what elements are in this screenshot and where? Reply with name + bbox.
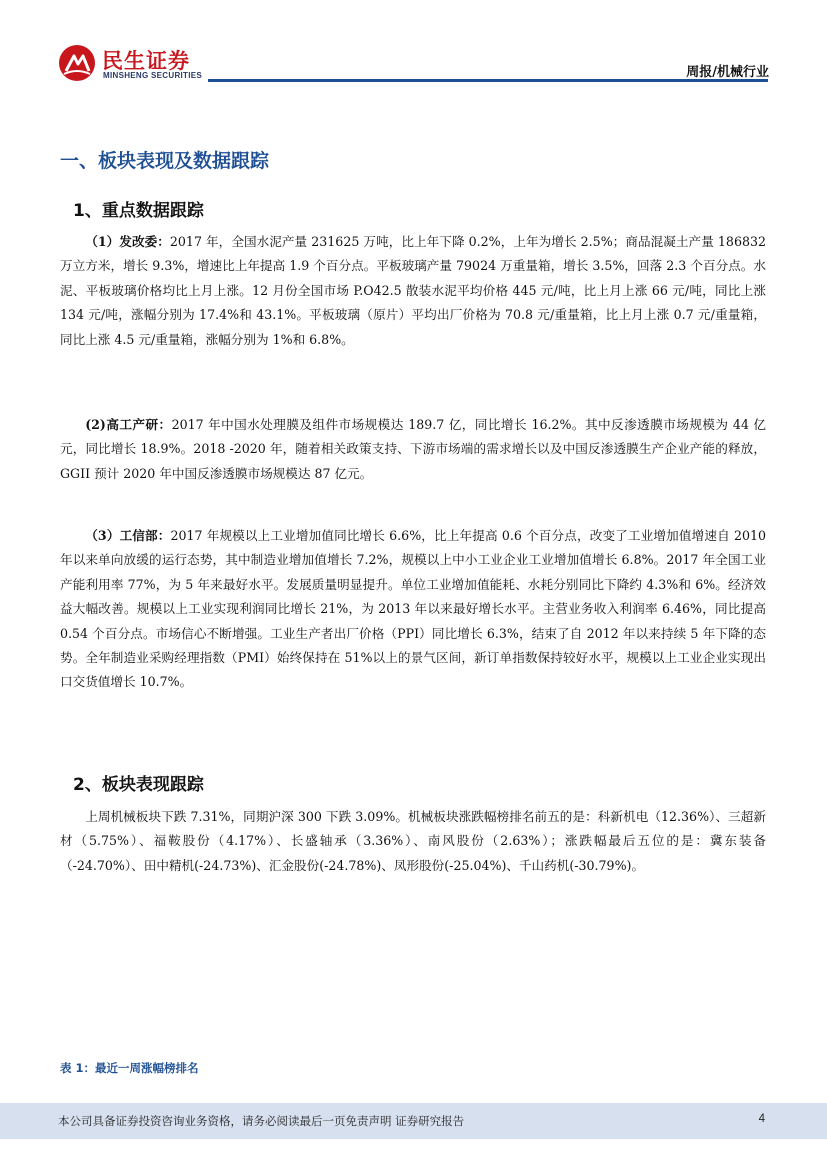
paragraph-ggii bbox=[60, 413, 766, 486]
page-number: 4 bbox=[758, 1113, 765, 1125]
footer-disclaimer: 本公司具备证券投资咨询业务资格，请务必阅读最后一页免责声明 证券研究报告 bbox=[58, 1114, 465, 1128]
logo-chinese-name: 民生证券 bbox=[102, 49, 190, 73]
minsheng-logo-icon bbox=[58, 44, 96, 82]
paragraph-miit bbox=[60, 524, 766, 695]
paragraph-body: 2017 年，全国水泥产量 231625 万吨，比上年下降 0.2%，上年为增长 2.5%；商品混凝土产量 186832 万立方米，增长 9.3%，增速比上年提高 1.9 个百分点。平板玻璃产量 79024 万重量箱，增长 3.5%，回落 2.3 个百分点。水泥、平板玻璃价格均比上月上涨。12 月份全国市场 P.O42.5 散装水泥平均价格 445 元/吨，比上月上涨 66 元/吨，同比上涨 134 元/吨，涨幅分别为 17.4%和 43.1%。平板玻璃（原片）平均出厂价格为 70.8 元/重量箱，比上月上涨 0.7 元/重量箱，同比上涨 4.5 元/重量箱，涨幅分别为 1%和 6.8%。 bbox=[60, 234, 766, 347]
paragraph-ndrc bbox=[60, 230, 766, 352]
section-title: 一、板块表现及数据跟踪 bbox=[60, 150, 270, 172]
logo-english-name: MINSHENG SECURITIES bbox=[103, 71, 203, 80]
paragraph-lead: (2)高工产研： bbox=[85, 417, 172, 432]
header-divider bbox=[208, 79, 768, 82]
table-caption: 表 1：最近一周涨幅榜排名 bbox=[60, 1061, 199, 1075]
paragraph-lead: （3）工信部： bbox=[85, 528, 171, 543]
paragraph-body: 2017 年规模以上工业增加值同比增长 6.6%，比上年提高 0.6 个百分点，改变了工业增加值增速自 2010 年以来单向放缓的运行态势，其中制造业增加值增长 7.2%，规模以上中小工业企业工业增加值增长 6.8%。2017 年全国工业产能利用率 77%，为 5 年来最好水平。发展质量明显提升。单位工业增加值能耗、水耗分别同比下降约 4.3%和 6%。经济效益大幅改善。规模以上工业实现利润同比增长 21%，为 2013 年以来最好增长水平。主营业务收入利润率 6.46%，同比提高 0.54 个百分点。市场信心不断增强。工业生产者出厂价格（PPI）同比增长 6.3%，结束了自 2012 年以来持续 5 年下降的态势。全年制造业采购经理指数（PMI）始终保持在 51%以上的景气区间，新订单指数保持较好水平，规模以上工业企业实现出口交货值增长 10.7%。 bbox=[60, 528, 767, 690]
company-logo bbox=[58, 44, 208, 84]
page-footer bbox=[0, 1103, 827, 1139]
page-header bbox=[0, 0, 827, 86]
subsection-title-data-tracking: 1、重点数据跟踪 bbox=[73, 201, 204, 221]
paragraph-lead: （1）发改委： bbox=[85, 234, 170, 249]
subsection-title-sector-performance: 2、板块表现跟踪 bbox=[73, 775, 204, 795]
report-type-label: 周报/机械行业 bbox=[686, 65, 769, 80]
paragraph-sector-performance: 上周机械板块下跌 7.31%，同期沪深 300 下跌 3.09%。机械板块涨跌幅榜排名前五的是：科新机电（12.36%）、三超新材（5.75%）、福鞍股份（4.17%）、长盛轴承（3.36%）、南风股份（2.63%）；涨跌幅最后五位的是：冀东装备（-24.70%）、田中精机(-24.73%)、汇金股份(-24.78%)、凤形股份(-25.04%)、千山药机(-30.79%)。 bbox=[60, 809, 766, 873]
paragraph-body: 2017 年中国水处理膜及组件市场规模达 189.7 亿，同比增长 16.2%。其中反渗透膜市场规模为 44 亿元，同比增长 18.9%。2018 -2020 年，随着相关政策支持、下游市场端的需求增长以及中国反渗透膜生产企业产能的释放，GGII 预计 2020 年中国反渗透膜市场规模达 87 亿元。 bbox=[60, 417, 767, 481]
